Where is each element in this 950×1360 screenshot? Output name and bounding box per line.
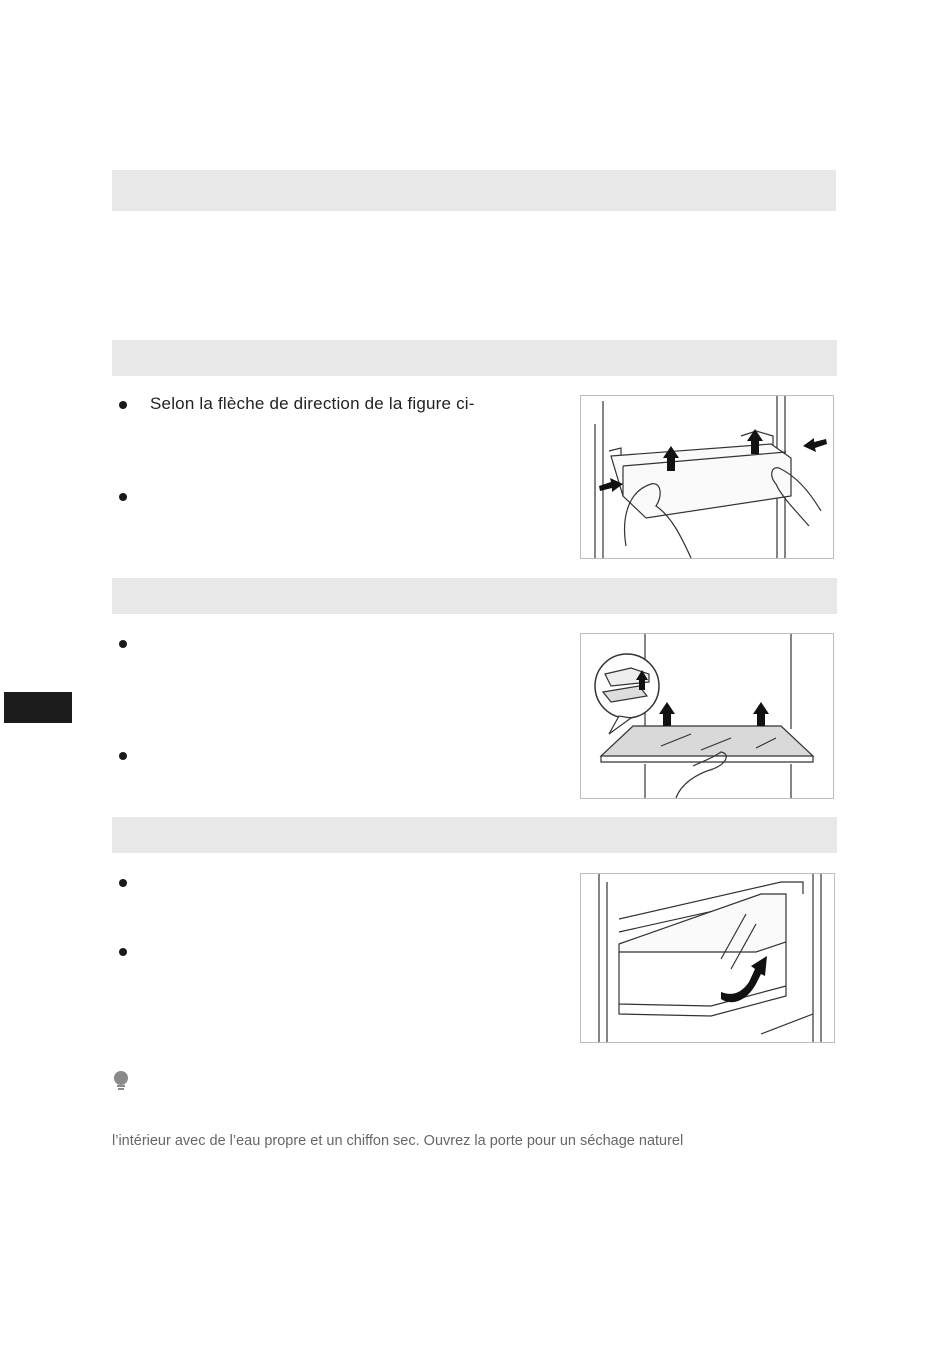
bullet-marker [119, 401, 127, 409]
section-header-band [112, 817, 837, 853]
section-header-band [112, 340, 837, 376]
drawer-removal-illustration [581, 874, 834, 1042]
door-shelf-removal-illustration [581, 396, 833, 558]
side-tab-marker [4, 692, 72, 723]
bullet-marker [119, 640, 127, 648]
tip-text: l’intérieur avec de l’eau propre et un chiffon sec. Ouvrez la porte pour un séchage naturel [112, 1133, 684, 1149]
bullet-text: Selon la flèche de direction de la figure ci- [150, 394, 475, 413]
drawer-figure [580, 873, 835, 1043]
door-shelf-figure [580, 395, 834, 559]
bullet-marker [119, 879, 127, 887]
bullet-marker [119, 752, 127, 760]
lightbulb-icon [112, 1070, 130, 1092]
glass-shelf-figure [580, 633, 834, 799]
section-header-band [112, 170, 836, 211]
bullet-marker [119, 948, 127, 956]
section-header-band [112, 578, 837, 614]
bullet-marker [119, 493, 127, 501]
glass-shelf-removal-illustration [581, 634, 833, 798]
